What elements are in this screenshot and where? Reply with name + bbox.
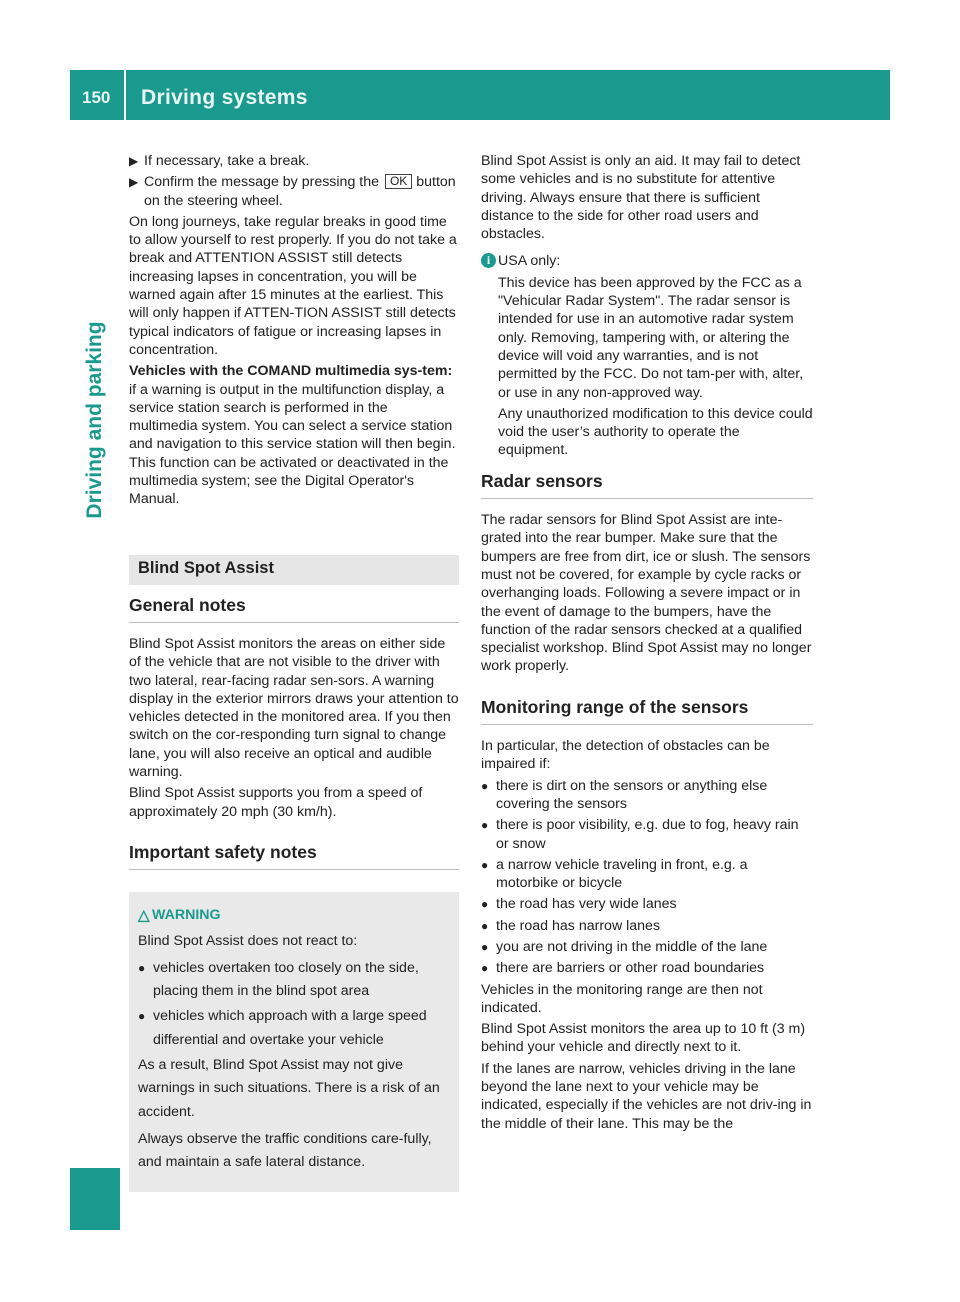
paragraph: Vehicles in the monitoring range are then not indicated. [481,981,763,1016]
info-paragraph: This device has been approved by the FCC as a "Vehicular Radar System". The radar sensor is intended for use in an automotive radar system only. Removing, tampering with, or altering the device will void any warranties, and is not permitted by the FCC. Do not tam-per with, alter, or use in any non-approved way. [498,274,804,401]
instruction-step [129,173,459,210]
list-item [481,777,813,814]
bullet-icon: ● [481,818,489,833]
warning-title [138,904,450,927]
left-column [129,152,459,1192]
info-icon: i [481,253,496,268]
bullet-icon: ● [481,918,489,933]
info-note [481,252,813,459]
bullet-icon: ● [138,1009,146,1024]
instruction-text: Confirm the message by pressing the [144,174,379,191]
bullet-icon: ● [138,960,146,975]
paragraph: On long journeys, take regular breaks in good time to allow yourself to rest properly. If you do not take a break and ATTENTION ASSIST still detects increasing lapses in concentration, you will be warned again after 15 minutes at the earliest. This will only happen if ATTEN-TION ASSIST still detects typical indicators of fatigue or increasing lapses in concentration. [129,213,457,358]
paragraph: The radar sensors for Blind Spot Assist are inte-grated into the rear bumper. Make sure that the bumpers are free from dirt, ice or slush. The sensors must not be covered, for example by cycle racks or overhanging loads. Following a severe impact or in the event of damage to the bumpers, have the function of the radar sensors checked at a qualified specialist workshop. Blind Spot Assist may no longer work properly. [481,512,812,675]
instruction-text-cont: button on the steering wheel. [144,174,456,209]
list-item [481,938,813,956]
warning-item [138,957,450,1004]
warning-box [129,892,459,1192]
paragraph: If the lanes are narrow, vehicles driving in the lane beyond the lane next to your vehicle may be indicated, especially if the vehicles are not driv-ing in the middle of their lane. This may be the [481,1060,812,1132]
list-item-text: a narrow vehicle traveling in front, e.g. a motorbike or bicycle [496,856,748,892]
list-item [481,816,813,853]
warning-title-text: WARNING [152,907,221,924]
paragraph: Blind Spot Assist monitors the areas on either side of the vehicle that are not visible to the driver with two lateral, rear-facing radar sen-sors. A warning display in the exterior mirrors draws your attention to vehicles detected in the monitored area. If you then switch on the cor-responding turn signal to change lane, you will also receive an optical and audible warning. [129,635,459,781]
list-item-text: there is poor visibility, e.g. due to fog, heavy rain or snow [496,817,799,852]
ok-key-icon: OK [385,174,412,189]
section-heading: Important safety notes [129,843,459,870]
arrow-icon: ▶ [129,154,139,168]
bullet-icon: ● [481,857,489,872]
info-title: USA only: [498,253,561,270]
warning-triangle-icon: △ [138,907,150,925]
bullet-icon: ● [481,939,489,954]
info-paragraph: Any unauthorized modification to this device could void the user’s authority to operate the equipment. [498,405,813,459]
bold-lead: Vehicles with the COMAND multimedia sys-tem: [129,363,453,380]
instruction-step [129,152,459,170]
section-heading: Radar sensors [481,472,813,499]
list-item [481,917,813,935]
paragraph [129,362,459,508]
warning-item [138,1005,450,1052]
warning-item-text: vehicles which approach with a large speed differential and overtake your vehicle [153,1008,427,1048]
list-item-text: the road has narrow lanes [496,917,661,934]
side-tab-block [70,1168,120,1230]
section-heading: Monitoring range of the sensors [481,698,813,725]
bullet-icon: ● [481,778,489,793]
list-item-text: there is dirt on the sensors or anything else covering the sensors [496,777,768,812]
arrow-icon: ▶ [129,175,139,190]
paragraph: Blind Spot Assist supports you from a speed of approximately 20 mph (30 km/h). [129,785,423,820]
instruction-text: If necessary, take a break. [144,153,310,169]
list-item-text: you are not driving in the middle of the lane [496,938,768,955]
paragraph: Blind Spot Assist monitors the area up to 10 ft (3 m) behind your vehicle and directly next to it. [481,1021,806,1056]
right-column [481,152,813,1136]
page-number: 150 [82,88,111,107]
side-tab-text: Driving and parking [83,321,106,519]
section-title: Driving systems [141,86,308,109]
list-item-text: there are barriers or other road boundaries [496,960,765,977]
warning-paragraph: Always observe the traffic conditions care-fully, and maintain a safe lateral distance. [138,1130,432,1171]
section-heading: General notes [129,596,459,623]
chapter-heading: Blind Spot Assist [129,555,459,585]
list-item [481,959,813,977]
bullet-icon: ● [481,961,489,976]
list-item [481,895,813,913]
paragraph: Blind Spot Assist is only an aid. It may fail to detect some vehicles and is no substitute for attentive driving. Always ensure that there is sufficient distance to the side for other road users and obstacles. [481,153,801,243]
paragraph: In particular, the detection of obstacles can be impaired if: [481,738,770,773]
warning-intro: Blind Spot Assist does not react to: [138,932,358,949]
side-tab-label [70,300,120,540]
bullet-icon: ● [481,897,489,912]
list-item-text: the road has very wide lanes [496,896,677,913]
paragraph-text: if a warning is output in the multifunction display, a service station search is performed in the multimedia system. You can select a service station and navigation to this service station will then begin. This function can be activated or deactivated in the multimedia system; see the Digital Operator's Manual. [129,381,456,508]
list-item [481,856,813,893]
warning-paragraph: As a result, Blind Spot Assist may not give warnings in such situations. There is a risk of an accident. [138,1056,440,1120]
warning-item-text: vehicles overtaken too closely on the side, placing them in the blind spot area [153,959,419,1000]
